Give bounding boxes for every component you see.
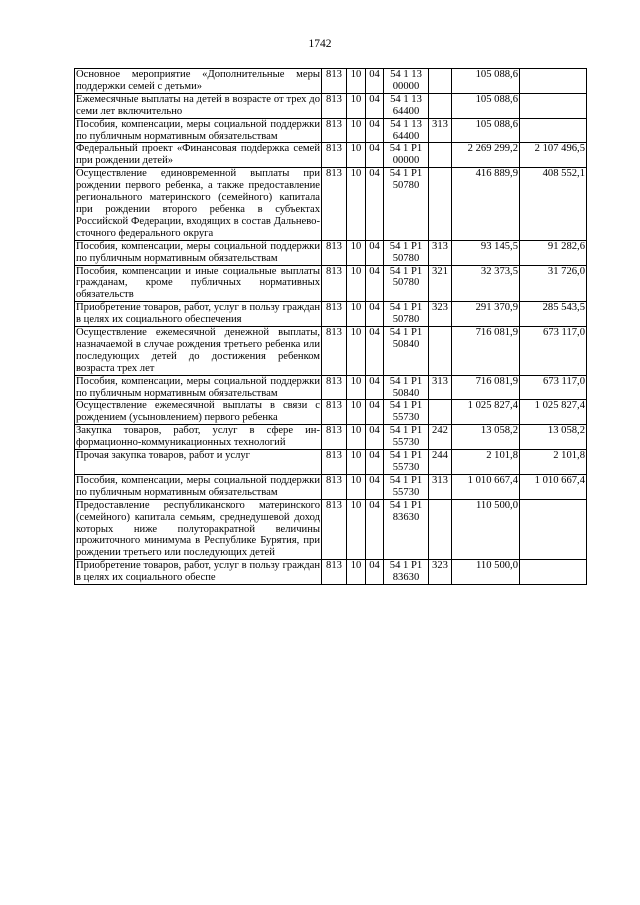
subsection-code-cell: 04: [366, 375, 384, 400]
grbs-code-cell: 813: [322, 168, 347, 240]
target-article-part1: 54 1 P1: [389, 560, 423, 572]
row-name-cell: Пособия, компенсации, меры социальной поддержки по публичным нормативным обязательствам: [76, 474, 320, 498]
expense-type-cell: [429, 93, 452, 118]
table-row: [75, 375, 587, 400]
expense-type-cell: [429, 499, 452, 560]
amount-year2-cell: 673 117,0: [520, 375, 587, 400]
expense-type-cell: 244: [429, 450, 452, 475]
section-code-cell: 10: [347, 143, 366, 168]
target-article-part2: 50780: [392, 277, 420, 289]
target-article-part1: 54 1 P1: [389, 240, 423, 252]
target-article-part1: 54 1 13: [390, 93, 422, 105]
amount-year1-cell: 1 025 827,4: [452, 400, 520, 425]
target-article-cell: [384, 450, 429, 475]
row-name-cell: Осуществление ежемесячной денежной выплаты, назначаемой в случае рождения третьего ребенка или последующих детей до достижения ребенком возраста трех лет: [76, 327, 320, 374]
row-name-cell: Пособия, компенсации, меры социальной поддержки по публичным нормативным обязательствам: [76, 240, 320, 264]
amount-year2-cell: 673 117,0: [520, 327, 587, 376]
target-article-part1: 54 1 P1: [389, 425, 423, 437]
target-article-part1: 54 1 P1: [389, 265, 423, 277]
target-article-cell: [384, 327, 429, 376]
target-article-part1: 54 1 P1: [389, 499, 423, 511]
grbs-code-cell: 813: [322, 93, 347, 118]
subsection-code-cell: 04: [366, 327, 384, 376]
grbs-code-cell: 813: [322, 327, 347, 376]
grbs-code-cell: 813: [322, 375, 347, 400]
target-article-part2: 50840: [392, 387, 420, 399]
target-article-part2: 50840: [392, 338, 420, 350]
amount-year1-cell: 2 101,8: [452, 450, 520, 475]
table-row: [75, 425, 587, 450]
section-code-cell: 10: [347, 118, 366, 143]
subsection-code-cell: 04: [366, 118, 384, 143]
target-article-cell: [384, 302, 429, 327]
table-row: [75, 474, 587, 499]
target-article-part2: 50780: [392, 252, 420, 264]
grbs-code-cell: 813: [322, 425, 347, 450]
target-article-part1: 54 1 P1: [389, 327, 423, 339]
target-article-part1: 54 1 P1: [389, 375, 423, 387]
amount-year1-cell: 291 370,9: [452, 302, 520, 327]
expense-type-cell: [429, 327, 452, 376]
target-article-cell: [384, 69, 429, 94]
expense-type-cell: 323: [429, 302, 452, 327]
row-name-cell: Приобретение товаров, работ, услуг в пользу граждан в целях их социального обеспечения: [76, 302, 320, 326]
amount-year1-cell: 105 088,6: [452, 118, 520, 143]
subsection-code-cell: 04: [366, 265, 384, 302]
table-row: [75, 265, 587, 302]
table-row: [75, 560, 587, 585]
target-article-part1: 54 1 P1: [389, 450, 423, 462]
target-article-part2: 64400: [392, 105, 420, 117]
target-article-part2: 50780: [392, 180, 420, 192]
target-article-part2: 83630: [392, 511, 420, 523]
expense-type-cell: 313: [429, 118, 452, 143]
target-article-part1: 54 1 13: [390, 69, 422, 80]
subsection-code-cell: 04: [366, 143, 384, 168]
row-name-cell: Предоставление республиканского материнского (семейного) капитала семьям, среднедушевой доход которых ниже полуторакратной величины прожиточного минимума в Республике Бурятия, при рождении третьего или последующих детей: [76, 499, 320, 559]
table-body: [75, 69, 587, 585]
grbs-code-cell: 813: [322, 560, 347, 585]
amount-year1-cell: 2 269 299,2: [452, 143, 520, 168]
amount-year1-cell: 93 145,5: [452, 240, 520, 265]
grbs-code-cell: 813: [322, 474, 347, 499]
row-name-cell: Федеральный проект «Финансовая подdержка семей при рождении детей»: [76, 143, 320, 167]
section-code-cell: 10: [347, 425, 366, 450]
amount-year1-cell: 105 088,6: [452, 93, 520, 118]
target-article-part1: 54 1 P1: [389, 302, 423, 314]
expense-type-cell: [429, 69, 452, 94]
table-row: [75, 450, 587, 475]
section-code-cell: 10: [347, 499, 366, 560]
amount-year2-cell: [520, 560, 587, 585]
target-article-part2: 83630: [392, 572, 420, 584]
row-name-cell: Пособия, компенсации, меры социальной поддержки по публичным нормативным обязательствам: [76, 375, 320, 399]
subsection-code-cell: 04: [366, 450, 384, 475]
target-article-part1: 54 1 P1: [389, 143, 423, 155]
expense-type-cell: 242: [429, 425, 452, 450]
row-name-cell: Ежемесячные выплаты на детей в возрасте от трех до семи лет включительно: [76, 93, 320, 117]
expense-type-cell: 313: [429, 474, 452, 499]
amount-year2-cell: 1 025 827,4: [520, 400, 587, 425]
target-article-part2: 55730: [392, 437, 420, 449]
target-article-part2: 50780: [392, 314, 420, 326]
section-code-cell: 10: [347, 450, 366, 475]
row-name-cell: Пособия, компенсации, меры социальной поддержки по публичным нормативным обязательствам: [76, 118, 320, 142]
target-article-part2: 00000: [392, 80, 420, 92]
row-name-cell: Осуществление единовременной выплаты при рождении первого ребенка, а также предоставление регионального материнского (семейного) капитала при рождении второго ребенка в субъектах Российской Федерации, входящих в состав Дальневосточного федерального округа: [76, 168, 320, 239]
section-code-cell: 10: [347, 302, 366, 327]
section-code-cell: 10: [347, 327, 366, 376]
subsection-code-cell: 04: [366, 302, 384, 327]
subsection-code-cell: 04: [366, 425, 384, 450]
grbs-code-cell: 813: [322, 499, 347, 560]
page-number: 1742: [308, 38, 332, 50]
row-name-cell: Осуществление ежемесячной выплаты в связи с рождением (усыновлением) первого ребенка: [76, 400, 320, 424]
section-code-cell: 10: [347, 240, 366, 265]
table-row: [75, 93, 587, 118]
subsection-code-cell: 04: [366, 400, 384, 425]
target-article-part1: 54 1 P1: [389, 400, 423, 412]
amount-year1-cell: 105 088,6: [452, 69, 520, 94]
section-code-cell: 10: [347, 265, 366, 302]
expense-type-cell: 313: [429, 240, 452, 265]
target-article-part2: 00000: [392, 155, 420, 167]
grbs-code-cell: 813: [322, 450, 347, 475]
amount-year1-cell: 110 500,0: [452, 560, 520, 585]
table-row: [75, 143, 587, 168]
row-name-cell: Основное мероприятие «Дополнительные меры поддержки семей с детьми»: [76, 69, 320, 92]
target-article-part1: 54 1 P1: [389, 168, 423, 180]
table-row: [75, 240, 587, 265]
target-article-cell: [384, 93, 429, 118]
section-code-cell: 10: [347, 93, 366, 118]
section-code-cell: 10: [347, 69, 366, 94]
amount-year2-cell: 2 107 496,5: [520, 143, 587, 168]
target-article-cell: [384, 240, 429, 265]
amount-year2-cell: 408 552,1: [520, 168, 587, 240]
subsection-code-cell: 04: [366, 69, 384, 94]
amount-year1-cell: 32 373,5: [452, 265, 520, 302]
grbs-code-cell: 813: [322, 400, 347, 425]
target-article-part2: 64400: [392, 130, 420, 142]
expense-type-cell: 313: [429, 375, 452, 400]
amount-year1-cell: 416 889,9: [452, 168, 520, 240]
section-code-cell: 10: [347, 400, 366, 425]
expense-type-cell: 323: [429, 560, 452, 585]
target-article-part1: 54 1 13: [390, 118, 422, 130]
expense-type-cell: 321: [429, 265, 452, 302]
expense-type-cell: [429, 400, 452, 425]
section-code-cell: 10: [347, 168, 366, 240]
amount-year2-cell: [520, 93, 587, 118]
grbs-code-cell: 813: [322, 302, 347, 327]
section-code-cell: 10: [347, 474, 366, 499]
expense-type-cell: [429, 143, 452, 168]
target-article-cell: [384, 560, 429, 585]
target-article-cell: [384, 474, 429, 499]
target-article-part2: 55730: [392, 486, 420, 498]
target-article-part2: 55730: [392, 412, 420, 424]
subsection-code-cell: 04: [366, 499, 384, 560]
amount-year2-cell: [520, 118, 587, 143]
amount-year2-cell: 31 726,0: [520, 265, 587, 302]
table-row: [75, 168, 587, 240]
target-article-part2: 55730: [392, 462, 420, 473]
target-article-cell: [384, 400, 429, 425]
subsection-code-cell: 04: [366, 240, 384, 265]
amount-year2-cell: 285 543,5: [520, 302, 587, 327]
target-article-cell: [384, 143, 429, 168]
amount-year2-cell: [520, 69, 587, 94]
amount-year1-cell: 1 010 667,4: [452, 474, 520, 499]
grbs-code-cell: 813: [322, 143, 347, 168]
table-row: [75, 69, 587, 94]
grbs-code-cell: 813: [322, 240, 347, 265]
section-code-cell: 10: [347, 560, 366, 585]
subsection-code-cell: 04: [366, 93, 384, 118]
target-article-cell: [384, 118, 429, 143]
row-name-cell: Прочая закупка товаров, работ и услуг: [75, 450, 322, 475]
amount-year2-cell: 91 282,6: [520, 240, 587, 265]
table-row: [75, 302, 587, 327]
table-row: [75, 327, 587, 376]
amount-year1-cell: 110 500,0: [452, 499, 520, 560]
target-article-cell: [384, 375, 429, 400]
target-article-cell: [384, 425, 429, 450]
subsection-code-cell: 04: [366, 474, 384, 499]
subsection-code-cell: 04: [366, 168, 384, 240]
row-name-cell: Закупка товаров, работ, услуг в сфере информационно-коммуникационных технологий: [76, 425, 320, 449]
target-article-cell: [384, 265, 429, 302]
grbs-code-cell: 813: [322, 69, 347, 94]
grbs-code-cell: 813: [322, 118, 347, 143]
budget-table: [74, 68, 587, 585]
amount-year1-cell: 716 081,9: [452, 375, 520, 400]
amount-year2-cell: 13 058,2: [520, 425, 587, 450]
target-article-part1: 54 1 P1: [389, 474, 423, 486]
grbs-code-cell: 813: [322, 265, 347, 302]
target-article-cell: [384, 168, 429, 240]
amount-year1-cell: 716 081,9: [452, 327, 520, 376]
amount-year2-cell: 2 101,8: [520, 450, 587, 475]
amount-year2-cell: [520, 499, 587, 560]
table-row: [75, 499, 587, 560]
row-name-cell: Приобретение товаров, работ, услуг в пользу граждан в целях их социального обеспе: [76, 560, 320, 584]
table-row: [75, 400, 587, 425]
amount-year2-cell: 1 010 667,4: [520, 474, 587, 499]
target-article-cell: [384, 499, 429, 560]
section-code-cell: 10: [347, 375, 366, 400]
row-name-cell: Пособия, компенсации и иные социальные выплаты гражданам, кроме публичных нормативных обязательств: [76, 265, 320, 301]
expense-type-cell: [429, 168, 452, 240]
table-row: [75, 118, 587, 143]
subsection-code-cell: 04: [366, 560, 384, 585]
amount-year1-cell: 13 058,2: [452, 425, 520, 450]
